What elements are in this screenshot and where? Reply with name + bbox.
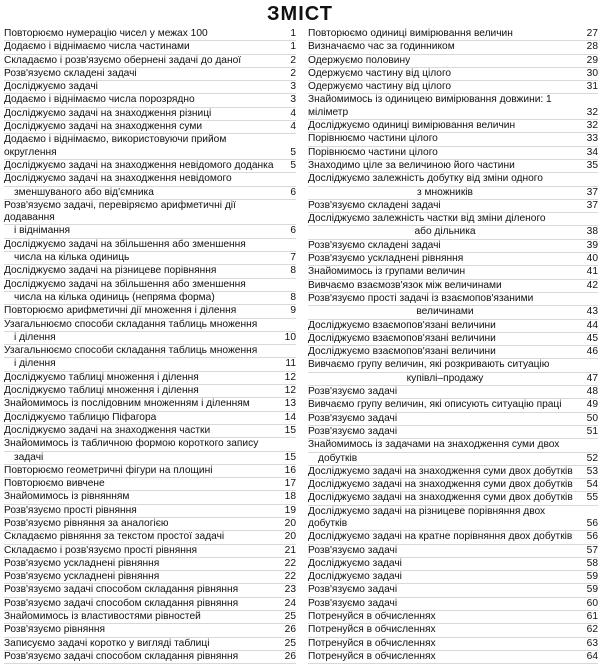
toc-entry-title: Досліджуємо задачі на різницеве порівняння двох добутків [308, 505, 546, 529]
toc-entry-page: 8 [290, 291, 296, 303]
toc-entry-page: 23 [284, 584, 296, 596]
toc-entry-title: Досліджуємо задачі на знаходження суми двох добутків [308, 492, 573, 504]
toc-entry [308, 413, 598, 426]
toc-entry-page: 3 [290, 94, 296, 106]
toc-entry-page: 40 [586, 253, 598, 265]
toc-entry-title: Узагальнюємо способи складання таблиць множення [4, 345, 258, 357]
toc-entry-title: Досліджуємо таблицю Піфагора [4, 411, 157, 423]
toc-entry-page: 59 [586, 571, 598, 583]
toc-entry [308, 399, 598, 412]
toc-entry-page: 46 [586, 346, 598, 358]
toc-entry [308, 466, 598, 479]
toc-entry-title: Порівнюємо частини цілого [308, 146, 438, 158]
toc-entry-title: добутків [318, 452, 358, 464]
toc-entry-title: Досліджуємо таблиці множення і ділення [4, 385, 199, 397]
toc-entry [4, 200, 296, 226]
toc-entry [4, 41, 296, 54]
toc-entry-title: величинами [416, 306, 474, 318]
toc-entry-title: задачі [14, 451, 44, 463]
toc-entry [308, 293, 598, 306]
toc-entry-title: Розв'язуємо ускладнені рівняння [308, 253, 464, 265]
toc-entry-page: 49 [586, 399, 598, 411]
toc-entry-page: 12 [284, 385, 296, 397]
toc-entry [4, 121, 296, 134]
toc-entry-page: 56 [586, 517, 598, 529]
toc-entry-title: Досліджуємо задачі [4, 81, 98, 93]
toc-entry-title: Розв'язуємо прості рівняння [4, 504, 137, 516]
toc-entry-title: Розв'язуємо задачі [308, 597, 398, 609]
toc-entry-title: числа на кілька одиниць [14, 252, 130, 264]
toc-entry [308, 28, 598, 41]
toc-entry [4, 305, 296, 318]
toc-entry [4, 55, 296, 68]
toc-entry [308, 571, 598, 584]
toc-entry-title: Досліджуємо взаємопов'язані величини [308, 319, 496, 331]
toc-entry-title: Додаємо і віднімаємо числа частинами [4, 41, 190, 53]
toc-entry-page: 37 [586, 199, 598, 211]
toc-entry-page: 27 [586, 28, 598, 39]
toc-entry-page: 20 [284, 531, 296, 543]
toc-entry [4, 108, 296, 121]
toc-entry-page: 21 [284, 544, 296, 556]
toc-entry-page: 4 [290, 107, 296, 119]
page-title: ЗМІСТ [267, 3, 333, 25]
toc-entry-title: Потренуйся в обчисленнях [308, 637, 436, 649]
toc-entry [308, 68, 598, 81]
toc-entry-title: Досліджуємо задачі на збільшення або зменшення [4, 238, 246, 250]
toc-entry-title: Потренуйся в обчисленнях [308, 611, 436, 623]
toc-entry-title: Вивчаємо групу величин, які описують ситуацію праці [308, 399, 562, 411]
toc-entry-title: Повторюємо геометричні фігури на площині [4, 464, 213, 476]
toc-entry [4, 372, 296, 385]
toc-entry-title: Повторюємо арифметичні дії множення і ділення [4, 305, 237, 317]
toc-entry-title: Досліджуємо задачі [308, 571, 402, 583]
toc-entry [308, 200, 598, 213]
toc-entry-title: Досліджуємо взаємопов'язані величини [308, 346, 496, 358]
toc-entry-title: Додаємо і віднімаємо, використовуючи прийом округлення [4, 134, 227, 158]
toc-entry [4, 345, 296, 358]
toc-entry [308, 120, 598, 133]
toc-entry-page: 24 [284, 597, 296, 609]
toc-entry-page: 4 [290, 121, 296, 133]
toc-entry-title: Розв'язуємо задачі [308, 386, 398, 398]
toc-entry-title: Потренуйся в обчисленнях [308, 624, 436, 636]
toc-entry-page: 7 [290, 252, 296, 264]
toc-entry-page: 26 [284, 650, 296, 662]
toc-entry [4, 531, 296, 544]
toc-entry-page: 6 [290, 225, 296, 237]
toc-entry [4, 252, 296, 265]
toc-entry [308, 306, 598, 319]
toc-entry [308, 213, 598, 226]
toc-entry-title: купівлі–продажу [406, 372, 484, 384]
toc-entry-page: 52 [586, 452, 598, 464]
toc-entry-title: і ділення [14, 358, 56, 370]
toc-entry [308, 240, 598, 253]
toc-entry [4, 505, 296, 518]
toc-entry [4, 465, 296, 478]
toc-entry-page: 14 [284, 411, 296, 423]
toc-entry-title: Розв'язуємо задачі способом складання рівняння [4, 650, 239, 662]
toc-entry-title: з множників [417, 186, 473, 198]
toc-entry-page: 9 [290, 305, 296, 317]
toc-entry-title: Розв'язуємо прості задачі із взаємопов'язаними [308, 292, 534, 304]
toc-entry-page: 53 [586, 465, 598, 477]
toc-entry-page: 30 [586, 67, 598, 79]
toc-entry-title: Досліджуємо задачі [308, 557, 402, 569]
toc-entry [4, 225, 296, 238]
toc-entry-page: 38 [586, 226, 598, 238]
toc-entry-title: Досліджуємо залежність частки від зміни діленого [308, 213, 546, 225]
toc-entry-title: Повторюємо нумерацію чисел у межах 100 [4, 28, 208, 39]
toc-entry-title: Розв'язуємо задачі способом складання рівняння [4, 597, 239, 609]
toc-entry-title: Потренуйся в обчисленнях [308, 650, 436, 662]
toc-entry [308, 558, 598, 571]
toc-entry-page: 18 [284, 491, 296, 503]
toc-entry-title: зменшуваного або від'ємника [14, 186, 154, 198]
toc-entry [4, 545, 296, 558]
toc-entry-page: 64 [586, 650, 598, 662]
toc-entry-title: Розв'язуємо задачі, перевіряємо арифметичні дії додавання [4, 199, 236, 224]
toc-entry-title: Досліджуємо задачі на знаходження невідомого доданка [4, 159, 274, 171]
toc-entry-title: Розв'язуємо складені задачі [308, 239, 441, 251]
toc-entry [308, 386, 598, 399]
toc-entry-page: 39 [586, 239, 598, 251]
toc-entry [308, 55, 598, 68]
toc-entry [308, 638, 598, 651]
toc-entry [4, 425, 296, 438]
toc-entry [4, 438, 296, 451]
toc-entry-page: 22 [284, 571, 296, 583]
toc-entry [4, 160, 296, 173]
toc-entry [4, 638, 296, 651]
toc-entry [308, 611, 598, 624]
toc-entry [308, 280, 598, 293]
toc-entry [4, 279, 296, 292]
toc-entry [308, 479, 598, 492]
toc-entry-title: Розв'язуємо задачі [308, 412, 398, 424]
toc-entry [308, 492, 598, 505]
toc-entry [308, 584, 598, 597]
toc-entry-page: 29 [586, 54, 598, 66]
toc-entry [308, 41, 598, 54]
toc-entry [4, 598, 296, 611]
toc-entry-page: 11 [285, 358, 296, 370]
toc-entry-page: 58 [586, 557, 598, 569]
toc-entry-page: 51 [586, 425, 598, 437]
toc-entry [308, 651, 598, 664]
toc-entry-page: 2 [290, 67, 296, 79]
toc-entry [308, 320, 598, 333]
toc-entry-page: 17 [284, 478, 296, 490]
toc-entry [308, 160, 598, 173]
toc-entry-page: 3 [290, 81, 296, 93]
toc-entry-title: Знайомимось із групами величин [308, 266, 466, 278]
toc-entry [308, 346, 598, 359]
toc-entry-title: Визначаємо час за годинником [308, 41, 455, 53]
toc-entry-title: Знайомимось із рівнянням [4, 491, 130, 503]
toc-entry [4, 385, 296, 398]
toc-entry [308, 187, 598, 200]
toc-entry [4, 187, 296, 200]
toc-entry-page: 25 [284, 611, 296, 623]
toc-entry-page: 15 [284, 451, 296, 463]
toc-entry-title: Досліджуємо задачі на збільшення або зменшення [4, 278, 246, 290]
toc-entry-page: 56 [586, 531, 598, 543]
toc-entry-title: і віднімання [14, 225, 71, 237]
toc-entry [4, 94, 296, 107]
toc-entry-page: 32 [586, 120, 598, 132]
toc-entry [4, 611, 296, 624]
toc-entry [4, 358, 296, 371]
toc-entry [308, 439, 598, 452]
toc-entry-title: Одержуємо частину від цілого [308, 67, 452, 79]
toc-entry-page: 1 [290, 28, 296, 39]
toc-entry [308, 94, 598, 120]
toc-entry-page: 63 [586, 637, 598, 649]
toc-right-column [308, 28, 598, 664]
toc-entry-title: Складаємо рівняння за текстом простої задачі [4, 531, 225, 543]
toc-entry-page: 5 [290, 159, 296, 171]
toc-entry-title: Складаємо і розв'язуємо обернені задачі до даної [4, 54, 242, 66]
toc-entry [4, 571, 296, 584]
toc-entry-page: 48 [586, 386, 598, 398]
toc-entry [308, 531, 598, 544]
toc-entry [4, 239, 296, 252]
toc-entry [308, 81, 598, 94]
toc-entry-title: Розв'язуємо складені задачі [308, 199, 441, 211]
toc-entry-title: Розв'язуємо рівняння [4, 624, 106, 636]
toc-entry-title: Складаємо і розв'язуємо прості рівняння [4, 544, 198, 556]
toc-entry [308, 506, 598, 532]
toc-entry-title: Досліджуємо залежність добутку від зміни одного [308, 173, 543, 185]
toc-entry-page: 32 [586, 106, 598, 118]
toc-entry-title: Розв'язуємо задачі способом складання рівняння [4, 584, 239, 596]
toc-entry-title: Досліджуємо задачі на знаходження суми [4, 121, 203, 133]
toc-entry [4, 651, 296, 664]
toc-entry-title: Знаходимо ціле за величиною його частини [308, 159, 515, 171]
toc-entry [4, 319, 296, 332]
toc-left-column [4, 28, 296, 664]
toc-entry [4, 558, 296, 571]
toc-entry-title: Досліджуємо одиниці вимірювання величин [308, 120, 516, 132]
toc-entry-page: 57 [586, 544, 598, 556]
toc-entry-title: Досліджуємо задачі на знаходження суми двох добутків [308, 479, 573, 491]
toc-entry-page: 13 [284, 398, 296, 410]
toc-entry-page: 44 [586, 319, 598, 331]
toc-entry-title: Розв'язуємо складені задачі [4, 67, 137, 79]
toc-entry-title: Записуємо задачі коротко у вигляді таблиці [4, 637, 210, 649]
toc-entry-title: Досліджуємо задачі на знаходження невідомого [4, 173, 232, 185]
toc-entry-title: Знайомимось із табличною формою короткого запису [4, 438, 259, 450]
toc-entry-title: Порівнюємо частини цілого [308, 133, 438, 145]
toc-entry [308, 359, 598, 372]
toc-entry-page: 59 [586, 584, 598, 596]
toc-entry-page: 45 [586, 332, 598, 344]
toc-entry-title: Досліджуємо задачі на знаходження суми двох добутків [308, 465, 573, 477]
toc-entry [308, 253, 598, 266]
toc-entry-page: 35 [586, 159, 598, 171]
toc-entry-title: Знайомимось із послідовним множенням і діленням [4, 398, 250, 410]
toc-entry-page: 37 [586, 186, 598, 198]
toc-entry [4, 412, 296, 425]
toc-entry-title: Вивчаємо взаємозв'язок між величинами [308, 279, 502, 291]
toc-entry-page: 16 [284, 464, 296, 476]
toc-entry-title: Повторюємо одиниці вимірювання величин [308, 28, 513, 39]
toc-entry-title: Досліджуємо задачі на знаходження частки [4, 424, 211, 436]
toc-entry-page: 31 [586, 81, 598, 93]
toc-entry [308, 624, 598, 637]
toc-entry [308, 426, 598, 439]
toc-entry-page: 55 [586, 492, 598, 504]
toc-entry [4, 478, 296, 491]
toc-entry-title: Досліджуємо задачі на кратне порівняння двох добутків [308, 531, 573, 543]
toc-entry-title: або дільника [414, 226, 476, 238]
toc-entry-title: Додаємо і віднімаємо числа порозрядно [4, 94, 195, 106]
toc-entry-page: 50 [586, 412, 598, 424]
toc-entry-title: Розв'язуємо ускладнені рівняння [4, 571, 160, 583]
toc-entry-page: 33 [586, 133, 598, 145]
toc-entry-title: Досліджуємо взаємопов'язані величини [308, 332, 496, 344]
toc-entry-title: Розв'язуємо задачі [308, 544, 398, 556]
toc-entry-title: Одержуємо половину [308, 54, 411, 66]
toc-entry [308, 226, 598, 239]
toc-entry-page: 10 [284, 331, 296, 343]
toc-entry-title: Розв'язуємо ускладнені рівняння [4, 557, 160, 569]
toc-entry-title: Досліджуємо задачі на знаходження різниці [4, 107, 212, 119]
toc-entry-title: Одержуємо частину від цілого [308, 81, 452, 93]
toc-entry-page: 42 [586, 279, 598, 291]
toc-entry [4, 265, 296, 278]
toc-entry-page: 60 [586, 597, 598, 609]
toc-entry-page: 47 [586, 372, 598, 384]
toc-entry [308, 333, 598, 346]
toc-entry [4, 134, 296, 160]
toc-entry-title: числа на кілька одиниць (непряма форма) [14, 291, 215, 303]
toc-entry-page: 6 [290, 186, 296, 198]
toc-entry-page: 12 [284, 371, 296, 383]
toc-entry [4, 68, 296, 81]
toc-entry-title: Розв'язуємо рівняння за аналогією [4, 517, 169, 529]
toc-entry-title: Повторюємо вивчене [4, 478, 105, 490]
toc-entry-page: 41 [586, 266, 598, 278]
toc-entry [308, 373, 598, 386]
toc-entry [4, 624, 296, 637]
toc-entry-page: 43 [586, 306, 598, 318]
toc-entry-page: 61 [586, 611, 598, 623]
toc-entry-page: 25 [284, 637, 296, 649]
toc-entry [4, 173, 296, 186]
toc-entry [4, 584, 296, 597]
toc-entry [308, 147, 598, 160]
toc-entry [308, 545, 598, 558]
toc-entry-page: 5 [290, 146, 296, 158]
toc-entry-title: Розв'язуємо задачі [308, 425, 398, 437]
toc-entry-title: Розв'язуємо задачі [308, 584, 398, 596]
toc-entry-page: 19 [284, 504, 296, 516]
toc-entry-page: 54 [586, 479, 598, 491]
toc-entry [4, 28, 296, 41]
toc-entry-title: Досліджуємо таблиці множення і ділення [4, 371, 199, 383]
toc-entry [308, 266, 598, 279]
toc-entry-title: Знайомимось із властивостями рівностей [4, 611, 201, 623]
toc-entry-title: Знайомимось із одиницею вимірювання довжини: 1 міліметр [308, 94, 552, 118]
toc-entry-title: Досліджуємо задачі на різницеве порівняння [4, 265, 217, 277]
toc-entry [4, 491, 296, 504]
toc-entry-page: 28 [586, 41, 598, 53]
toc-entry-page: 20 [284, 517, 296, 529]
toc-entry-page: 62 [586, 624, 598, 636]
toc-entry-page: 34 [586, 146, 598, 158]
toc-entry [308, 173, 598, 186]
toc-entry-page: 22 [284, 557, 296, 569]
toc-entry-title: Узагальнюємо способи складання таблиць множення [4, 318, 258, 330]
toc-entry [4, 398, 296, 411]
toc-entry-page: 15 [284, 424, 296, 436]
toc-entry-page: 8 [290, 265, 296, 277]
toc-entry-page: 26 [284, 624, 296, 636]
toc-entry [4, 81, 296, 94]
toc-entry-title: і ділення [14, 331, 56, 343]
toc-entry-page: 2 [290, 54, 296, 66]
toc-entry-title: Вивчаємо групу величин, які розкривають ситуацію [308, 359, 550, 371]
toc-entry [4, 518, 296, 531]
toc-entry [308, 453, 598, 466]
toc-entry [4, 332, 296, 345]
toc-entry-title: Знайомимось із задачами на знаходження суми двох [308, 439, 560, 451]
toc-entry [308, 598, 598, 611]
toc-entry [308, 133, 598, 146]
toc-entry [4, 292, 296, 305]
toc-entry [4, 452, 296, 465]
toc-entry-page: 1 [290, 41, 296, 53]
